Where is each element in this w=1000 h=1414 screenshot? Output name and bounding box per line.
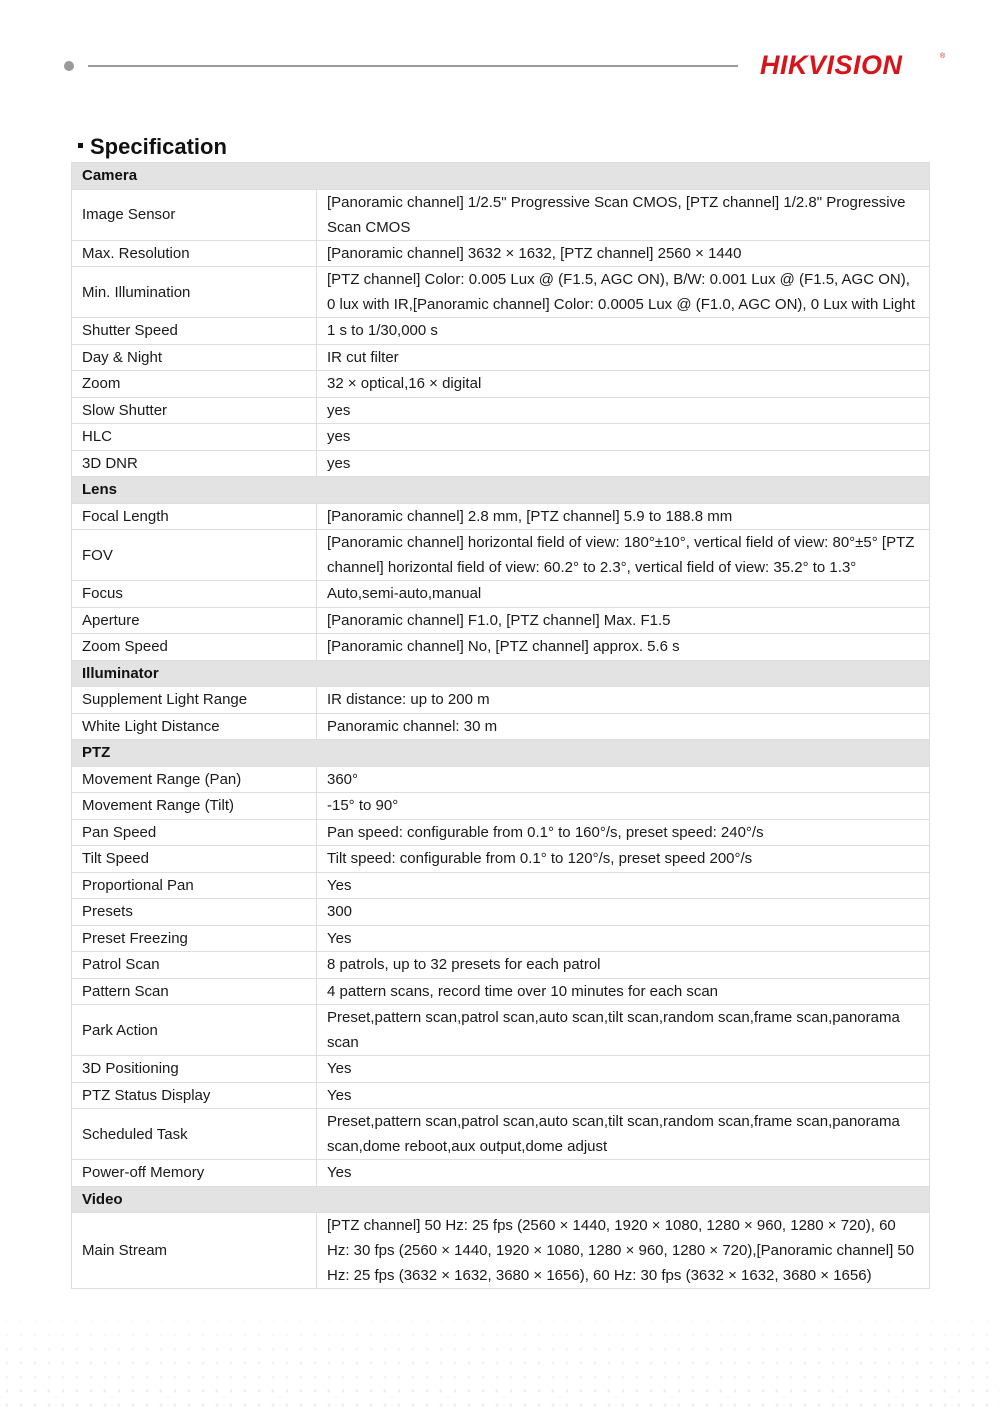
- spec-value: 360°: [317, 766, 930, 793]
- spec-label: White Light Distance: [72, 713, 317, 740]
- spec-label: PTZ Status Display: [72, 1082, 317, 1109]
- spec-label: Proportional Pan: [72, 872, 317, 899]
- group-header-row: [72, 163, 930, 190]
- spec-row: [72, 1082, 930, 1109]
- spec-label: Patrol Scan: [72, 952, 317, 979]
- spec-value: Yes: [317, 925, 930, 952]
- group-header: Illuminator: [72, 660, 930, 687]
- spec-row: [72, 607, 930, 634]
- spec-value: 4 pattern scans, record time over 10 minutes for each scan: [317, 978, 930, 1005]
- header-rule: [88, 65, 738, 67]
- spec-value: Pan speed: configurable from 0.1° to 160°/s, preset speed: 240°/s: [317, 819, 930, 846]
- spec-row: [72, 240, 930, 267]
- spec-row: [72, 344, 930, 371]
- spec-row: [72, 503, 930, 530]
- spec-value: [Panoramic channel] horizontal field of view: 180°±10°, vertical field of view: 80°±5° [PTZ channel] horizontal field of view: 60.2° to 2.3°, vertical field of view: 35.2° to 1.3°: [317, 530, 930, 581]
- spec-label: Shutter Speed: [72, 318, 317, 345]
- spec-value: [Panoramic channel] 1/2.5" Progressive Scan CMOS, [PTZ channel] 1/2.8" Progressive Scan CMOS: [317, 189, 930, 240]
- spec-label: FOV: [72, 530, 317, 581]
- spec-row: [72, 899, 930, 926]
- group-header: PTZ: [72, 740, 930, 767]
- spec-value: Preset,pattern scan,patrol scan,auto scan,tilt scan,random scan,frame scan,panorama scan: [317, 1005, 930, 1056]
- spec-row: [72, 1056, 930, 1083]
- spec-value: [Panoramic channel] F1.0, [PTZ channel] Max. F1.5: [317, 607, 930, 634]
- spec-value: Yes: [317, 1160, 930, 1187]
- spec-value: yes: [317, 397, 930, 424]
- spec-label: Min. Illumination: [72, 267, 317, 318]
- spec-row: [72, 952, 930, 979]
- spec-value: Auto,semi-auto,manual: [317, 581, 930, 608]
- spec-row: [72, 1109, 930, 1160]
- group-header: Camera: [72, 163, 930, 190]
- spec-value: [Panoramic channel] 2.8 mm, [PTZ channel] 5.9 to 188.8 mm: [317, 503, 930, 530]
- spec-row: [72, 1213, 930, 1289]
- spec-row: [72, 424, 930, 451]
- spec-label: Pattern Scan: [72, 978, 317, 1005]
- group-header-row: [72, 1186, 930, 1213]
- spec-value: -15° to 90°: [317, 793, 930, 820]
- group-header-row: [72, 740, 930, 767]
- spec-row: [72, 819, 930, 846]
- spec-label: Power-off Memory: [72, 1160, 317, 1187]
- spec-row: [72, 925, 930, 952]
- spec-label: 3D Positioning: [72, 1056, 317, 1083]
- spec-label: Slow Shutter: [72, 397, 317, 424]
- spec-value: 32 × optical,16 × digital: [317, 371, 930, 398]
- spec-value: yes: [317, 450, 930, 477]
- spec-value: 1 s to 1/30,000 s: [317, 318, 930, 345]
- spec-row: [72, 581, 930, 608]
- spec-label: HLC: [72, 424, 317, 451]
- spec-value: Yes: [317, 1056, 930, 1083]
- spec-value: [Panoramic channel] 3632 × 1632, [PTZ channel] 2560 × 1440: [317, 240, 930, 267]
- registered-mark: ®: [940, 53, 946, 60]
- spec-label: Preset Freezing: [72, 925, 317, 952]
- section-title: [78, 134, 227, 160]
- spec-row: [72, 872, 930, 899]
- spec-label: Focal Length: [72, 503, 317, 530]
- group-header: Lens: [72, 477, 930, 504]
- spec-label: Movement Range (Pan): [72, 766, 317, 793]
- spec-table-body: [72, 163, 930, 1289]
- spec-row: [72, 397, 930, 424]
- spec-label: Aperture: [72, 607, 317, 634]
- spec-value: [PTZ channel] Color: 0.005 Lux @ (F1.5, AGC ON), B/W: 0.001 Lux @ (F1.5, AGC ON), 0 lux with IR,[Panoramic channel] Color: 0.0005 Lux @ (F1.0, AGC ON), 0 Lux with Light: [317, 267, 930, 318]
- spec-row: [72, 371, 930, 398]
- spec-label: Presets: [72, 899, 317, 926]
- spec-label: Park Action: [72, 1005, 317, 1056]
- spec-value: [PTZ channel] 50 Hz: 25 fps (2560 × 1440, 1920 × 1080, 1280 × 960, 1280 × 720), 60 Hz: 30 fps (2560 × 1440, 1920 × 1080, 1280 × 960, 1280 × 720),[Panoramic channel] 50 Hz: 25 fps (3632 × 1632, 3680 × 1656), 60 Hz: 30 fps (3632 × 1632, 3680 × 1656): [317, 1213, 930, 1289]
- spec-row: [72, 1160, 930, 1187]
- spec-row: [72, 634, 930, 661]
- group-header-row: [72, 477, 930, 504]
- logo-text: HIKVISION: [760, 50, 903, 80]
- footer-fade: [0, 1300, 1000, 1414]
- spec-label: Supplement Light Range: [72, 687, 317, 714]
- spec-row: [72, 766, 930, 793]
- spec-row: [72, 189, 930, 240]
- spec-row: [72, 846, 930, 873]
- group-header: Video: [72, 1186, 930, 1213]
- spec-label: 3D DNR: [72, 450, 317, 477]
- spec-label: Image Sensor: [72, 189, 317, 240]
- spec-label: Movement Range (Tilt): [72, 793, 317, 820]
- spec-value: Tilt speed: configurable from 0.1° to 120°/s, preset speed 200°/s: [317, 846, 930, 873]
- spec-row: [72, 713, 930, 740]
- spec-row: [72, 687, 930, 714]
- spec-row: [72, 978, 930, 1005]
- spec-value: Yes: [317, 872, 930, 899]
- spec-row: [72, 793, 930, 820]
- spec-row: [72, 530, 930, 581]
- spec-label: Scheduled Task: [72, 1109, 317, 1160]
- section-title-text: Specification: [90, 134, 227, 159]
- spec-label: Zoom: [72, 371, 317, 398]
- group-header-row: [72, 660, 930, 687]
- header-dot: [64, 61, 74, 71]
- spec-value: Preset,pattern scan,patrol scan,auto scan,tilt scan,random scan,frame scan,panorama scan,dome reboot,aux output,dome adjust: [317, 1109, 930, 1160]
- spec-label: Max. Resolution: [72, 240, 317, 267]
- spec-value: Yes: [317, 1082, 930, 1109]
- spec-row: [72, 318, 930, 345]
- spec-label: Main Stream: [72, 1213, 317, 1289]
- spec-row: [72, 1005, 930, 1056]
- spec-value: IR cut filter: [317, 344, 930, 371]
- spec-value: IR distance: up to 200 m: [317, 687, 930, 714]
- spec-row: [72, 450, 930, 477]
- hikvision-logo: [758, 44, 948, 84]
- spec-row: [72, 267, 930, 318]
- spec-label: Pan Speed: [72, 819, 317, 846]
- spec-label: Tilt Speed: [72, 846, 317, 873]
- spec-value: yes: [317, 424, 930, 451]
- spec-value: Panoramic channel: 30 m: [317, 713, 930, 740]
- spec-label: Focus: [72, 581, 317, 608]
- spec-value: [Panoramic channel] No, [PTZ channel] approx. 5.6 s: [317, 634, 930, 661]
- spec-value: 8 patrols, up to 32 presets for each patrol: [317, 952, 930, 979]
- spec-table: [71, 162, 930, 1289]
- title-bullet: [78, 143, 83, 148]
- spec-value: 300: [317, 899, 930, 926]
- spec-label: Zoom Speed: [72, 634, 317, 661]
- spec-label: Day & Night: [72, 344, 317, 371]
